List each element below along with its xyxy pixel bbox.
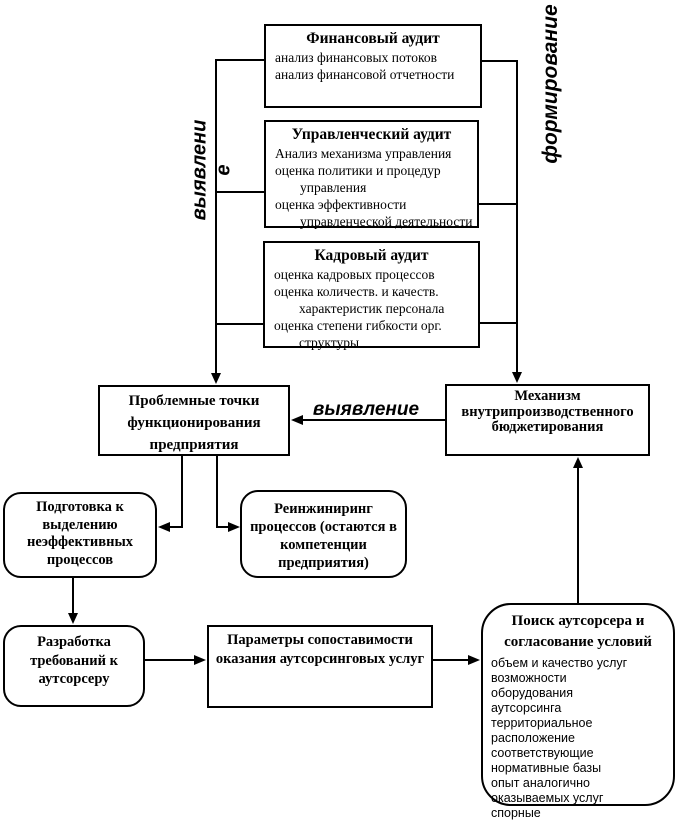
arrow-right-icon bbox=[228, 522, 240, 532]
problem-to-reengineering-arrow bbox=[216, 456, 240, 532]
arrow-label-identification: выявление bbox=[312, 399, 420, 420]
criteria-line: спорные bbox=[491, 806, 541, 820]
management-audit-line: Анализ механизма управления bbox=[275, 146, 452, 161]
management-audit-line: управления bbox=[300, 180, 367, 195]
left-bus-connector bbox=[211, 59, 265, 384]
arrow-down-icon bbox=[211, 373, 221, 384]
node-outsourcer-search bbox=[481, 603, 675, 820]
search-to-mechanism-arrow bbox=[573, 457, 583, 603]
arrow-left-icon bbox=[291, 415, 303, 425]
management-audit-title: Управленческий аудит bbox=[291, 126, 452, 143]
node-problem-points: Проблемные точки функционирования предприятия bbox=[98, 385, 290, 456]
personnel-audit-line: оценка количеств. и качеств. bbox=[274, 284, 439, 299]
criteria-line: возможности bbox=[491, 671, 567, 685]
financial-audit-title: Финансовый аудит bbox=[306, 30, 440, 47]
arrow-up-icon bbox=[573, 457, 583, 468]
criteria-line: территориальное bbox=[491, 716, 593, 730]
management-audit-line: оценка эффективности bbox=[275, 197, 407, 212]
rotated-label-formation: формирование bbox=[539, 4, 562, 164]
criteria-line: аутсорсинга bbox=[491, 701, 562, 715]
problem-to-preparation-arrow bbox=[158, 456, 183, 532]
node-comparability-parameters: Параметры сопоставимости оказания аутсорсинговых услуг bbox=[207, 625, 433, 708]
personnel-audit-line: характеристик персонала bbox=[299, 301, 445, 316]
arrow-right-icon bbox=[194, 655, 206, 665]
node-reengineering: Реинжиниринг процессов (остаются в компетенции предприятия) bbox=[240, 490, 407, 578]
criteria-line: объем и качество услуг bbox=[491, 656, 628, 670]
management-audit-line: оценка политики и процедур bbox=[275, 163, 441, 178]
arrow-right-icon bbox=[468, 655, 480, 665]
personnel-audit-line: оценка степени гибкости орг. bbox=[274, 318, 442, 333]
node-outsourcer-requirements: Разработка требований к аутсорсеру bbox=[3, 625, 145, 707]
criteria-line: расположение bbox=[491, 731, 575, 745]
outsourcer-search-criteria bbox=[483, 653, 673, 821]
right-bus-connector bbox=[479, 60, 522, 383]
node-personnel-audit bbox=[263, 241, 480, 348]
rotated-label-identification: выявлени bbox=[188, 119, 211, 221]
criteria-line: оборудования bbox=[491, 686, 574, 700]
criteria-line: опыт аналогично bbox=[491, 776, 591, 790]
management-audit-line: управленческой деятельности bbox=[300, 214, 473, 229]
personnel-audit-title: Кадровый аудит bbox=[314, 247, 429, 264]
personnel-audit-line: оценка кадровых процессов bbox=[274, 267, 435, 282]
node-budgeting-mechanism: Механизм внутрипроизводственного бюджетирования bbox=[445, 384, 650, 456]
arrow-left-icon bbox=[158, 522, 170, 532]
arrow-down-icon bbox=[512, 372, 522, 383]
criteria-line: оказываемых услуг bbox=[491, 791, 604, 805]
financial-audit-line: анализ финансовой отчетности bbox=[275, 67, 455, 82]
outsourcer-search-title: Поиск аутсорсера и согласование условий bbox=[504, 613, 652, 650]
criteria-line: нормативные базы bbox=[491, 761, 602, 775]
node-management-audit bbox=[264, 120, 479, 228]
rotated-label-identification-tail: е bbox=[212, 164, 235, 176]
node-preparation: Подготовка к выделению неэффективных процессов bbox=[3, 492, 157, 578]
personnel-audit-line: структуры bbox=[299, 335, 360, 350]
node-financial-audit bbox=[264, 24, 482, 108]
arrow-down-icon bbox=[68, 613, 78, 624]
criteria-line: соответствующие bbox=[491, 746, 594, 760]
comparability-to-search-arrow bbox=[433, 655, 480, 665]
financial-audit-line: анализ финансовых потоков bbox=[275, 50, 437, 65]
preparation-to-requirements-arrow bbox=[68, 578, 78, 624]
requirements-to-comparability-arrow bbox=[145, 655, 206, 665]
